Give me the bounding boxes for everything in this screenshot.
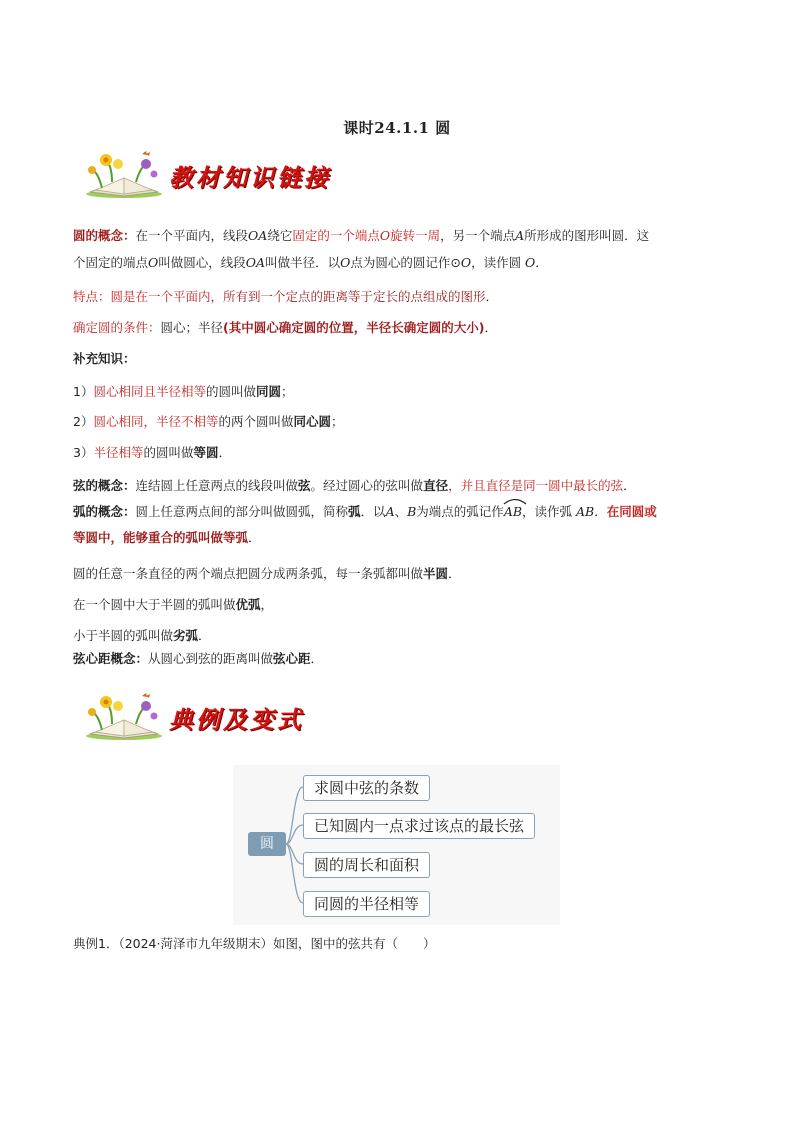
math-var: OA: [248, 228, 268, 243]
text: 圆心相同，半径不相等: [93, 414, 219, 429]
math-var: A: [515, 228, 525, 243]
text: 在一个圆中大于半圆的弧叫做: [73, 597, 236, 612]
mind-map-node: 已知圆内一点求过该点的最长弦: [303, 813, 535, 839]
text: 弦: [298, 478, 311, 493]
text: 2）: [73, 414, 94, 429]
math-var: B: [407, 504, 417, 519]
text: ．: [448, 566, 461, 581]
text: 所有到一个定点的距离等于定长的点组成的图形: [223, 289, 486, 304]
mind-map-node: 同圆的半径相等: [303, 891, 430, 917]
example-1: 典例1．（2024·菏泽市九年级期末）如图，图中的弦共有（ ）: [73, 936, 436, 951]
section-title-textbook: 教材知识链接: [169, 163, 331, 192]
circle-concept-line1: [73, 226, 723, 246]
mind-map: [233, 765, 560, 925]
text: ．: [248, 530, 261, 545]
major-arc-line: [73, 595, 723, 615]
text: 等圆: [193, 445, 219, 460]
text: 、: [394, 504, 408, 519]
text: 圆心相同且半径相等: [93, 384, 206, 399]
text: ．: [484, 320, 497, 335]
feature-line: [73, 287, 723, 307]
arc-overline-icon: [503, 497, 527, 505]
text: ．: [218, 445, 232, 460]
text: 的圆叫做: [205, 384, 256, 399]
text: 直径: [423, 478, 449, 493]
arc-concept-line2: [73, 528, 723, 548]
text: ．: [198, 628, 211, 643]
text: ．以: [360, 504, 386, 519]
text: 叫做半径．以: [265, 255, 341, 270]
page-title: 课时24.1.1 圆: [343, 119, 451, 137]
text: ，: [260, 597, 274, 612]
text: 弦心距: [273, 651, 311, 666]
text: ，读作弧: [522, 504, 577, 519]
text: ，另一个端点: [440, 228, 516, 243]
mind-map-node: 求圆中弦的条数: [303, 775, 430, 801]
section-title-examples: 典例及变式: [169, 705, 304, 734]
circle-concept-line2: [73, 253, 723, 273]
book-flowers-icon: [84, 692, 166, 740]
text: 小于半圆的弧叫做: [73, 628, 174, 643]
text: 半径相等: [93, 445, 144, 460]
mind-map-root: 圆: [248, 832, 286, 856]
text: ，并且直径是同一圆中最长的弦: [448, 478, 624, 493]
text: 弧: [348, 504, 361, 519]
math-var: A: [385, 504, 395, 519]
chord-distance-line: [73, 649, 723, 669]
mind-map-node: 圆的周长和面积: [303, 852, 430, 878]
text: 优弧: [235, 597, 261, 612]
text: ．: [485, 289, 499, 304]
text: 3）: [73, 445, 94, 460]
text: 圆上任意两点间的部分叫做圆弧，简称: [135, 504, 349, 519]
section-banner-examples: [84, 692, 344, 742]
math-var: O: [525, 255, 536, 270]
minor-arc-line: [73, 626, 723, 646]
text: 圆心；半径: [160, 320, 224, 335]
text: ．: [535, 255, 548, 270]
text: 的两个圆叫做: [218, 414, 294, 429]
text: ．: [310, 651, 324, 666]
text: 在一个平面内，线段: [135, 228, 249, 243]
semicircle-line: [73, 564, 723, 584]
text: 。经过圆心的弦叫做: [310, 478, 424, 493]
text: ．: [623, 478, 636, 493]
text: 在同圆或: [606, 504, 657, 519]
text: 半圆: [423, 566, 449, 581]
text: 同心圆: [293, 414, 331, 429]
determine-label: 确定圆的条件：: [73, 320, 161, 335]
math-var: OA: [245, 255, 266, 270]
text: 从圆心到弦的距离叫做: [148, 651, 274, 666]
supplement-item-1: [73, 382, 723, 402]
text: ；: [281, 384, 294, 399]
text: 固定的一个端点: [292, 228, 380, 243]
arc-symbol: [504, 502, 522, 522]
text: ．: [594, 504, 607, 519]
circle-concept-label: 圆的概念：: [73, 228, 136, 243]
section-banner-textbook: [84, 150, 364, 200]
math-var: O: [148, 255, 159, 270]
feature-label: 特点：: [73, 289, 111, 304]
text: 同圆: [255, 384, 281, 399]
text: ；: [331, 414, 344, 429]
text: (其中圆心确定圆的位置，半径长确定圆的大小): [223, 320, 485, 335]
arc-concept-line1: [73, 502, 723, 522]
text: 点为圆心的圆记作⊙: [350, 255, 461, 270]
determine-line: [73, 318, 723, 338]
text: 等圆中，能够重合的弧叫做等弧: [73, 530, 249, 545]
text: 劣弧: [173, 628, 199, 643]
text: 1）: [73, 384, 94, 399]
math-var: O: [379, 228, 391, 243]
text: 为端点的弧记作: [416, 504, 504, 519]
math-var: O: [340, 255, 351, 270]
text: 个固定的端点: [73, 255, 149, 270]
book-flowers-icon: [84, 150, 166, 198]
chord-label: 弦的概念：: [73, 478, 136, 493]
supplement-heading: 补充知识：: [73, 351, 136, 366]
chord-distance-label: 弦心距概念：: [73, 651, 149, 666]
math-var: AB: [576, 504, 595, 519]
text: 连结圆上任意两点的线段叫做: [135, 478, 299, 493]
text: 绕它: [267, 228, 293, 243]
supplement-item-3: [73, 443, 723, 463]
arc-label: 弧的概念：: [73, 504, 136, 519]
math-var: O: [460, 255, 472, 270]
text: 所形成的图形叫圆．这: [524, 228, 650, 243]
math-var: AB: [503, 504, 523, 519]
text: ，读作圆: [471, 255, 526, 270]
text: 圆的任意一条直径的两个端点把圆分成两条弧，每一条弧都叫做: [73, 566, 424, 581]
text: 圆是在一个平面内，: [110, 289, 224, 304]
chord-concept-line: [73, 476, 723, 496]
text: 旋转一周: [390, 228, 441, 243]
supplement-item-2: [73, 412, 723, 432]
text: 的圆叫做: [143, 445, 194, 460]
text: 叫做圆心，线段: [158, 255, 246, 270]
